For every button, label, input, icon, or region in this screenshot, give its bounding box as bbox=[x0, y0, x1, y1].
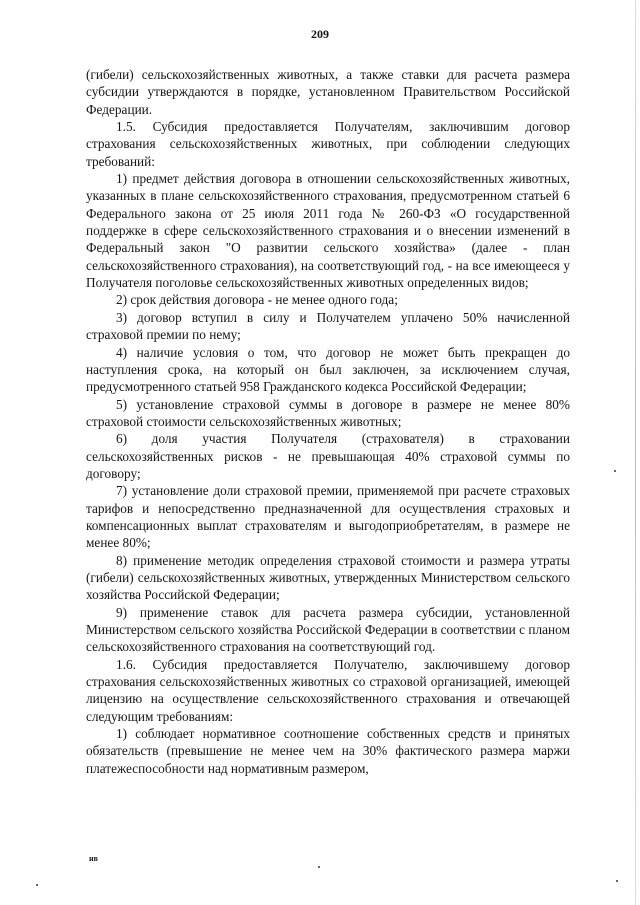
list-item-1-6-1: 1) соблюдает нормативное соотношение собственных средств и принятых обязательств (превышение не менее чем на 30% фактического размера маржи платежеспособности над нормативным размером, bbox=[86, 726, 570, 776]
scan-speck bbox=[36, 884, 38, 886]
list-item-4: 4) наличие условия о том, что договор не может быть прекращен до наступления срока, на который он был заключен, за исключением случая, предусмотренного статьей 958 Гражданского кодекса Российской Федерации; bbox=[86, 344, 570, 395]
scan-speck bbox=[614, 470, 616, 472]
list-item-3: 3) договор вступил в силу и Получателем уплачено 50% начисленной страховой премии по нему; bbox=[86, 309, 570, 343]
paragraph-continuation: (гибели) сельскохозяйственных животных, а также ставки для расчета размера субсидии утверждаются в порядке, установленном Правительством Российской Федерации. bbox=[86, 67, 570, 117]
page-number: 209 bbox=[311, 27, 329, 41]
scan-speck bbox=[318, 866, 320, 868]
paragraph-1-6: 1.6. Субсидия предоставляется Получателю, заключившему договор страхования сельскохозяйственных животных со страховой организацией, имеющей лицензию на осуществление сельскохозяйственного страхования и отвечающей следующим требованиям: bbox=[86, 656, 570, 724]
scan-speck bbox=[616, 880, 618, 882]
list-item-7: 7) установление доли страховой премии, применяемой при расчете страховых тарифов и непосредственно предназначенной для осуществления страховых и компенсационных выплат страхователям и выгодоприобретателям, в размере не менее 80%; bbox=[86, 483, 570, 551]
list-item-6: 6) доля участия Получателя (страхователя) в страховании сельскохозяйственных рисков - не превышающая 40% страховой суммы по договору; bbox=[86, 431, 570, 481]
list-item-1: 1) предмет действия договора в отношении сельскохозяйственных животных, указанных в плане сельскохозяйственного страхования, предусмотренном статьей 6 Федерального закона от 25 июля 2011 года № 260-ФЗ «О государственной поддержке в сфере сельскохозяйственного страхования и о внесении изменений в Федеральный закон "О развитии сельского хозяйства» (далее - план сельскохозяйственного страхования), на соответствующий год, - на все имеющееся у Получателя поголовье сельскохозяйственных животных определенных видов; bbox=[86, 171, 570, 291]
list-item-9: 9) применение ставок для расчета размера субсидии, установленной Министерством сельского хозяйства Российской Федерации в соответствии с планом сельскохозяйственного страхования на соответствующий год. bbox=[86, 604, 570, 655]
scan-edge-shadow bbox=[635, 0, 636, 905]
list-item-5: 5) установление страховой суммы в договоре в размере не менее 80% страховой стоимости сельскохозяйственных животных; bbox=[86, 396, 570, 429]
list-item-8: 8) применение методик определения страховой стоимости и размера утраты (гибели) сельскохозяйственных животных, утвержденных Министерством сельского хозяйства Российской Федерации; bbox=[86, 552, 570, 603]
document-body bbox=[86, 66, 570, 777]
paragraph-1-5: 1.5. Субсидия предоставляется Получателям, заключившим договор страхования сельскохозяйственных животных, при соблюдении следующих требований: bbox=[86, 119, 570, 169]
footer-initials: нв bbox=[89, 854, 98, 863]
list-item-2: 2) срок действия договора - не менее одного года; bbox=[116, 292, 398, 308]
